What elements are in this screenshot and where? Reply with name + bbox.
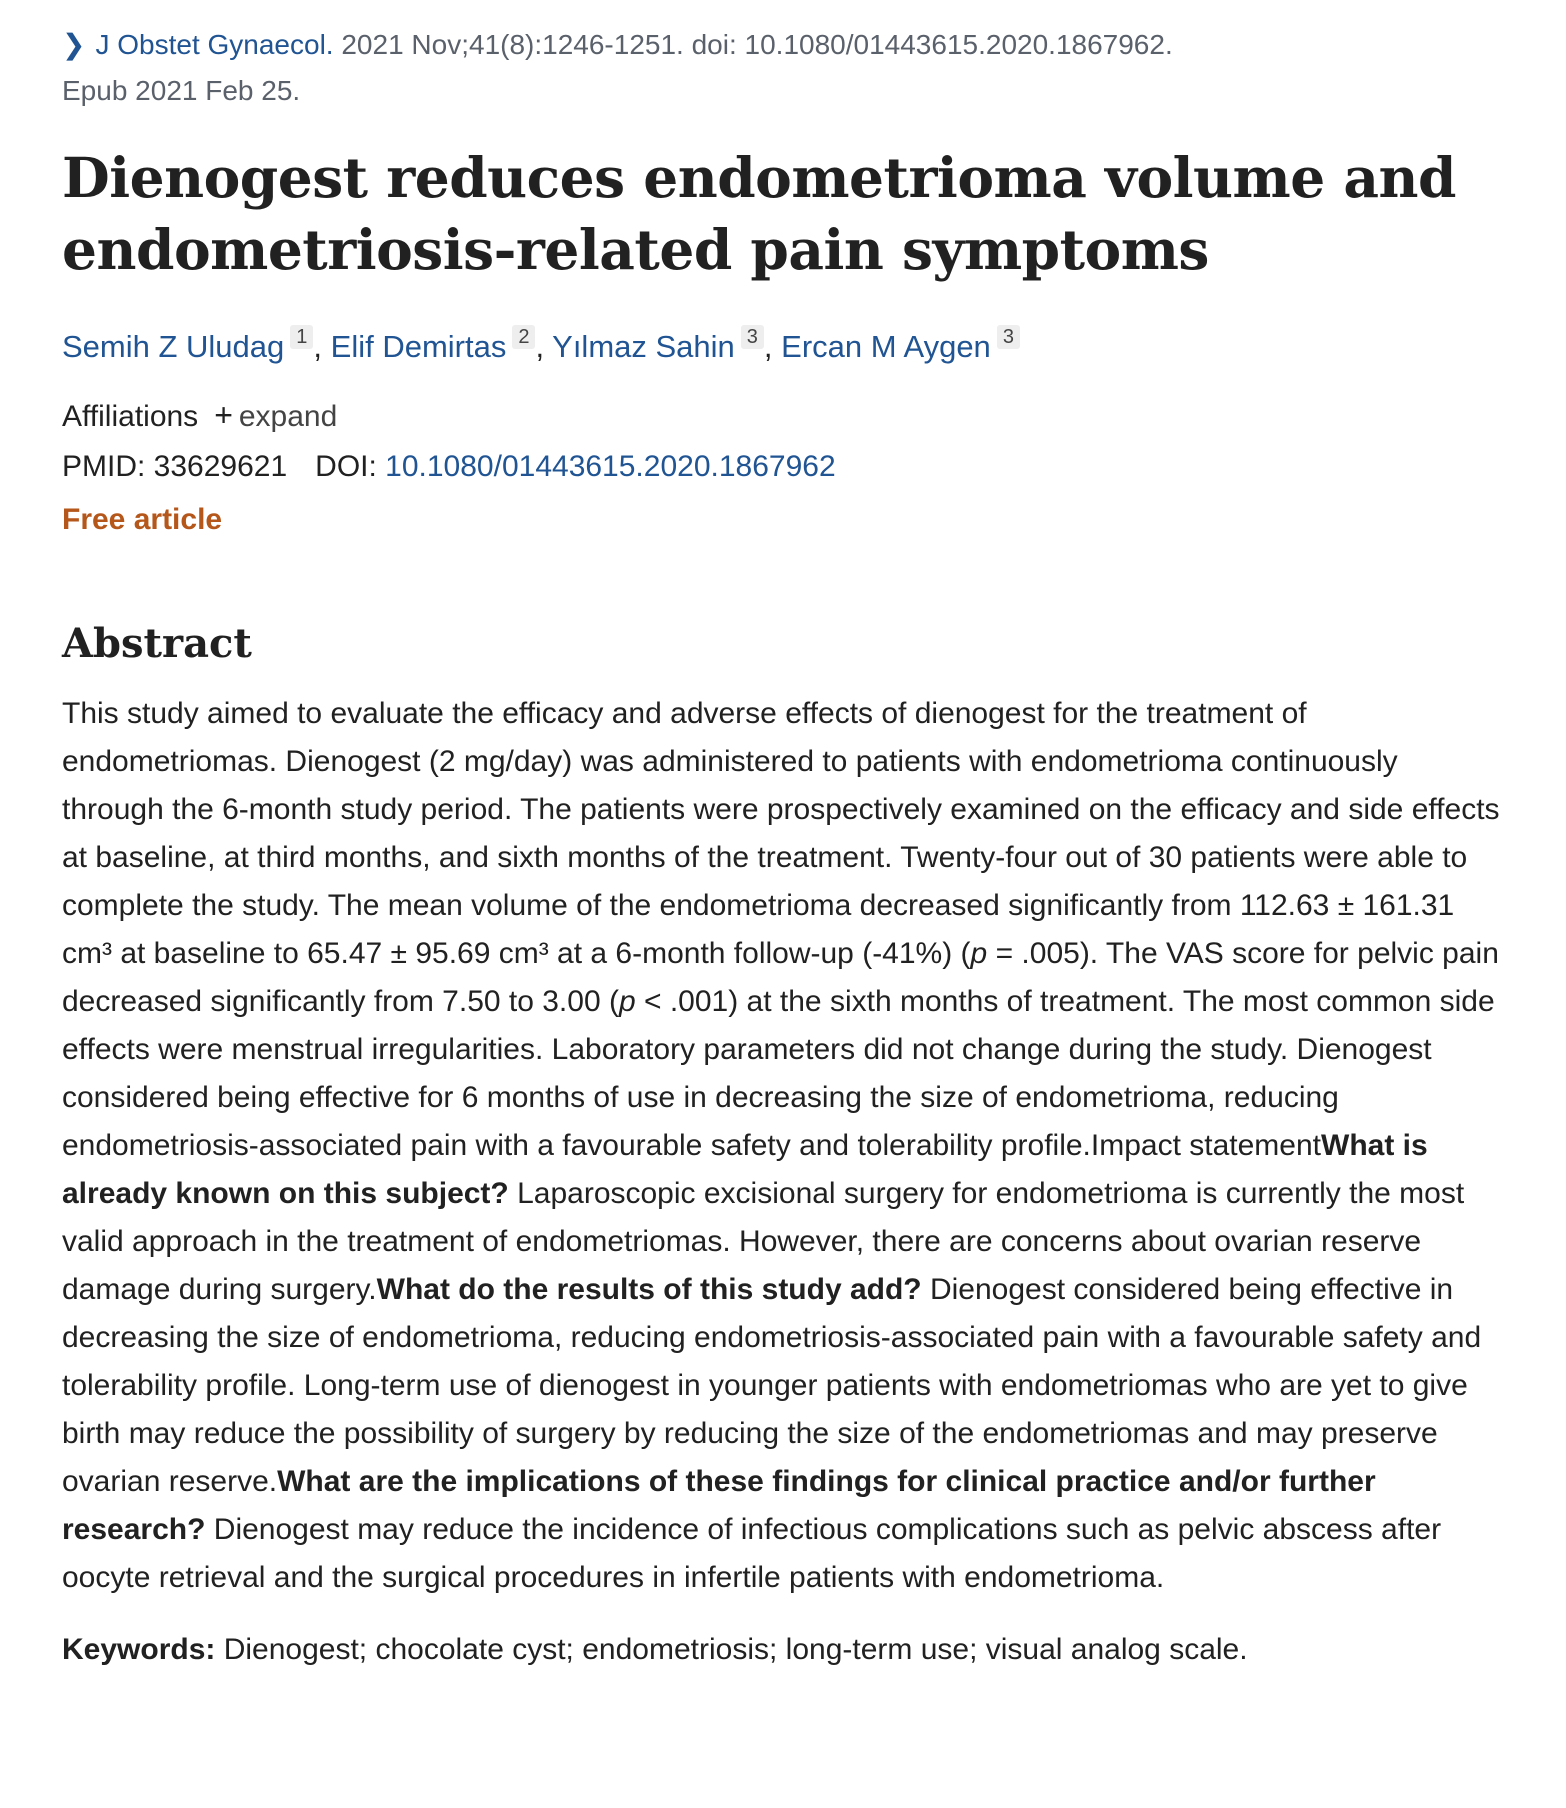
impact-answer: Dienogest may reduce the incidence of infectious complications such as pelvic abscess after oocyte retrieval and the surgical procedures in infertile patients with endometrioma. [62, 1513, 1442, 1594]
abstract-part: This study aimed to evaluate the efficacy and adverse effects of dienogest for the treatment of endometriomas. Dienogest (2 mg/day) was administered to patients with endometrioma continuously through the 6-month study period. The patients were prospectively examined on the efficacy and side effects at baseline, at third months, and sixth months of the treatment. Twenty-four out of 30 patients were able to complete the study. The mean volume of the endometrioma decreased significantly from 112.63 ± 161.31 cm³ at baseline to 65.47 ± 95.69 cm³ at a 6-month follow-up (-41%) ( [62, 697, 1500, 970]
abstract-heading: Abstract [62, 620, 252, 667]
keywords-label: Keywords: [62, 1633, 216, 1666]
impact-question: What are the implications of these findings for clinical practice and/or further research? [62, 1465, 1376, 1546]
affiliation-ref[interactable]: 1 [290, 325, 313, 349]
author-link[interactable]: Ercan M Aygen [781, 329, 991, 364]
affiliation-ref[interactable]: 3 [997, 325, 1020, 349]
article-title: Dienogest reduces endometrioma volume and endometriosis-related pain symptoms [62, 145, 1456, 282]
citation-epub: Epub 2021 Feb 25. [62, 75, 301, 106]
abstract-italic: p [970, 937, 988, 970]
affiliations-toggle[interactable] [62, 390, 1506, 442]
affiliation-ref[interactable]: 3 [741, 325, 764, 349]
abstract-text [62, 690, 1506, 1602]
author-separator: , [535, 329, 553, 364]
author-link[interactable]: Yılmaz Sahin [552, 329, 735, 364]
expand-button[interactable]: expand [238, 400, 338, 433]
author-separator: , [763, 329, 782, 364]
affiliation-ref[interactable]: 2 [512, 325, 535, 349]
abstract-part: < .001) at the sixth months of treatment. The most common side effects were menstrual irregularities. Laboratory parameters did not change during the study. Dienogest considered being effective for 6 months of use in decreasing the size of endometrioma, reducing endometriosis-associated pain with a favourable safety and tolerability profile.Impact statement [62, 985, 1495, 1162]
impact-question: What is already known on this subject? [62, 1129, 1428, 1210]
doi-link[interactable]: 10.1080/01443615.2020.1867962 [385, 450, 836, 483]
author-link[interactable]: Elif Demirtas [330, 329, 507, 364]
plus-icon[interactable]: + [214, 397, 233, 433]
abstract-part: = .005). The VAS score for pelvic pain decreased significantly from 7.50 to 3.00 ( [62, 937, 1499, 1018]
impact-answer: Laparoscopic excisional surgery for endometrioma is currently the most valid approach in the treatment of endometriomas. However, there are concerns about ovarian reserve damage during surgery. [62, 1177, 1465, 1306]
journal-link[interactable]: J Obstet Gynaecol. [95, 29, 334, 60]
chevron-right-icon[interactable]: ❯ [62, 29, 86, 60]
keywords-text: Dienogest; chocolate cyst; endometriosis; long-term use; visual analog scale. [215, 1633, 1248, 1666]
affiliations-label: Affiliations [62, 400, 199, 433]
citation [62, 22, 1506, 114]
doi-label: DOI: [315, 450, 386, 483]
pmid-value: 33629621 [153, 450, 288, 483]
pmid-label: PMID: [62, 450, 154, 483]
free-article-badge: Free article [62, 503, 223, 536]
author-link[interactable]: Semih Z Uludag [62, 329, 285, 364]
keywords [62, 1626, 1506, 1674]
impact-answer: Dienogest considered being effective in decreasing the size of endometrioma, reducing endometriosis-associated pain with a favourable safety and tolerability profile. Long-term use of dienogest in younger patients with endometriomas who are yet to give birth may reduce the possibility of surgery by reducing the size of the endometriomas and may preserve ovarian reserve. [62, 1273, 1482, 1498]
author-separator: , [313, 329, 331, 364]
author-list [62, 324, 1506, 370]
impact-question: What do the results of this study add? [376, 1273, 922, 1306]
identifiers [62, 442, 1506, 492]
citation-details: 2021 Nov;41(8):1246-1251. doi: 10.1080/01443615.2020.1867962. [333, 29, 1173, 60]
abstract-italic: p [618, 985, 636, 1018]
